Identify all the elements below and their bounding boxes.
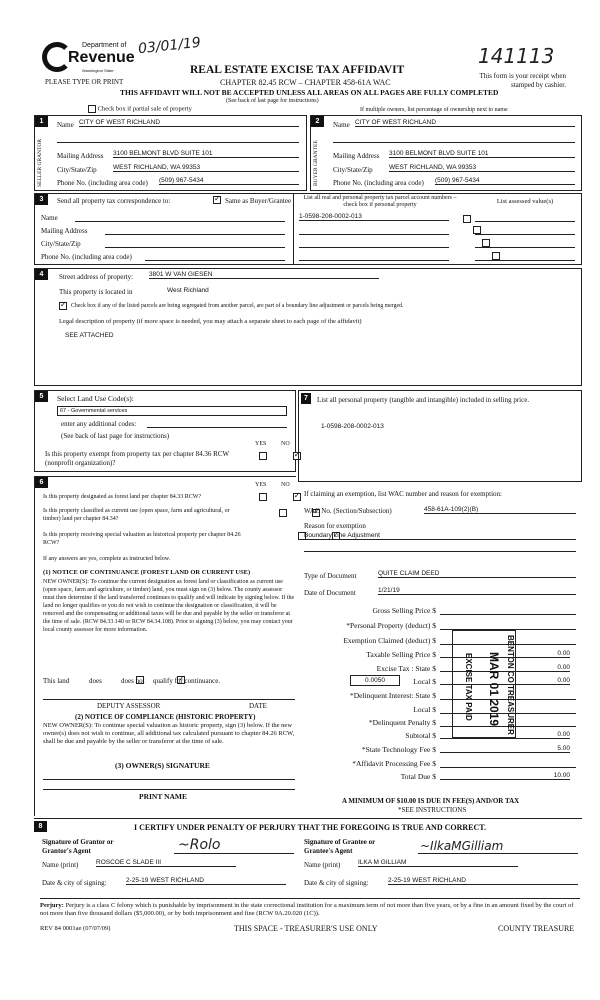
qualify-label: qualify for continuance. — [153, 677, 221, 685]
section-6-number: 6 — [35, 477, 48, 488]
s6-yes-header: YES — [255, 482, 267, 488]
grantee-date: 2-25-19 WEST RICHLAND — [388, 877, 578, 885]
handwritten-date: 03/01/19 — [137, 34, 202, 58]
excise-state-label: Excise Tax : State $ — [376, 664, 436, 673]
certify-statement: I CERTIFY UNDER PENALTY OF PERJURY THAT THE FOREGOING IS TRUE AND CORRECT. — [134, 823, 487, 832]
doc-type: QUITE CLAIM DEED — [378, 570, 576, 578]
street-label: Street address of property: — [59, 273, 134, 281]
grantor-name: ROSCOE C SLADE III — [96, 859, 236, 867]
buyer-name-label: Name — [333, 121, 350, 129]
stamp-line-2: MAR 01 2019 — [487, 651, 501, 727]
corr-mail-label: Mailing Address — [41, 227, 88, 235]
section-4-number: 4 — [35, 269, 48, 280]
seller-mail-label: Mailing Address — [57, 152, 104, 160]
seller-phone-label: Phone No. (including area code) — [57, 179, 148, 187]
grantee-signature-line — [418, 853, 578, 854]
seller-city-label: City/State/Zip — [57, 166, 97, 174]
section-3-number: 3 — [35, 194, 48, 205]
stamp-line-3: EXCISE TAX PAID — [464, 653, 473, 721]
buyer-phone: (509) 967-5434 — [435, 177, 575, 185]
print-name-label: PRINT NAME — [139, 792, 187, 801]
grantor-date: 2-25-19 WEST RICHLAND — [126, 877, 286, 885]
buyer-city-label: City/State/Zip — [333, 166, 373, 174]
grantee-name: ILKA M GILLIAM — [358, 859, 518, 867]
forest-yes-checkbox[interactable] — [259, 493, 267, 501]
reason-line-2 — [304, 551, 576, 552]
assessed-line-2 — [475, 234, 575, 235]
form-revision: REV 84 0001ae (07/07/09) — [40, 925, 111, 932]
deputy-line — [43, 699, 295, 700]
partial-sale-row — [88, 105, 192, 113]
exempt-question: Is this property exempt from property tax per chapter 84.36 RCW (nonprofit organization)? — [45, 450, 229, 467]
county-treasurer-label: COUNTY TREASURE — [498, 924, 575, 933]
buyer-name: CITY OF WEST RICHLAND — [355, 119, 575, 127]
see-instructions-note: *SEE INSTRUCTIONS — [398, 806, 467, 814]
parcel-divider — [293, 194, 294, 264]
delinquent-interest-label: *Delinquent Interest: State $ — [349, 691, 436, 700]
section-6-designation — [34, 476, 296, 816]
local-label: Local $ — [413, 677, 436, 686]
deputy-date-label: DATE — [249, 702, 267, 710]
form-title: REAL ESTATE EXCISE TAX AFFIDAVIT — [190, 64, 405, 76]
seller-phone: (509) 967-5434 — [159, 177, 299, 185]
buyer-phone-label: Phone No. (including area code) — [333, 179, 424, 187]
section-1-number: 1 — [35, 116, 48, 127]
owner-signature-label: (3) OWNER(S) SIGNATURE — [115, 761, 210, 770]
please-type: PLEASE TYPE OR PRINT — [45, 78, 124, 86]
section-8-certification — [34, 818, 582, 908]
buyer-name-line2 — [333, 142, 575, 143]
treasurer-stamp — [452, 630, 516, 738]
s5-no-header: NO — [281, 441, 290, 447]
stamp-line-1: BENTON CO TREASURER — [506, 635, 515, 735]
local-value: 0.00 — [440, 677, 570, 685]
s5-yes-header: YES — [255, 441, 267, 447]
exempt-yes-checkbox[interactable] — [259, 452, 267, 460]
s6-no-header: NO — [281, 482, 290, 488]
same-as-buyer-checkbox[interactable] — [213, 196, 221, 204]
subtotal-value: 0.00 — [440, 731, 570, 739]
parcel-1-personal-checkbox[interactable] — [463, 215, 471, 223]
section-5-number: 5 — [35, 391, 48, 402]
street-address: 3801 W VAN GIESEN — [149, 271, 379, 279]
this-land-label: This land — [43, 677, 70, 685]
affidavit-fee-label: *Affidavit Processing Fee $ — [352, 759, 436, 768]
parcel-line-2 — [299, 234, 449, 235]
partial-sale-checkbox[interactable] — [88, 105, 96, 113]
taxable-label: Taxable Selling Price $ — [366, 650, 436, 659]
seller-mail: 3100 BELMONT BLVD SUITE 101 — [113, 150, 299, 158]
affidavit-fee-line — [440, 767, 576, 768]
land-use-see-back: (See back of last page for instructions) — [61, 432, 170, 440]
section-4-property — [34, 268, 582, 386]
parcel-header: List all real and personal property tax parcel account numbers – check box if personal property — [303, 195, 457, 208]
does-not-label: does not — [121, 677, 145, 685]
assessed-line-4 — [475, 260, 575, 261]
current-use-question: Is this property classified as current use (open space, farm and agricultural, or timber) land per chapter 84.34? — [43, 508, 230, 522]
wac-label: WAC No. (Section/Subsection) — [304, 507, 392, 515]
reason-label: Reason for exemption — [304, 522, 366, 530]
doc-date-label: Date of Document — [304, 589, 356, 597]
doc-type-label: Type of Document — [304, 572, 357, 580]
total-label: Total Due $ — [400, 772, 436, 781]
section-7-personal-property — [298, 390, 582, 482]
notice-compliance-text: NEW OWNER(S): To continue special valuation as historic property, sign (3) below. If the new owner(s) does not wish to continue, all additional tax calculated pursuant to chapter 84.26 RCW, shall be due and payable by the seller or transferor at the time of sale. — [43, 722, 295, 745]
assessed-header: List assessed value(s) — [496, 198, 554, 205]
logo-dept-line2: Revenue — [68, 49, 135, 66]
corr-name-label: Name — [41, 214, 58, 222]
section-5-land-use — [34, 390, 296, 472]
reason: Boundary Line Adjustment — [304, 532, 576, 540]
grantee-signature: ~IlkaMGilliam — [420, 839, 504, 853]
corr-phone-line — [145, 260, 285, 261]
doc-date: 1/21/19 — [378, 587, 576, 595]
gross-label: Gross Selling Price $ — [372, 606, 436, 615]
land-use-label: Select Land Use Code(s): — [57, 394, 134, 403]
perjury-label: Perjury: — [40, 902, 64, 909]
buyer-mail: 3100 BELMONT BLVD SUITE 101 — [389, 150, 575, 158]
forest-question: Is this property designated as forest land per chapter 84.33 RCW? — [43, 494, 202, 500]
handwritten-number: 141113 — [478, 44, 555, 68]
grantor-signature-line — [174, 853, 294, 854]
grantee-signature-label: Signature of Grantee or Grantee's Agent — [304, 838, 376, 855]
section-8-number: 8 — [34, 821, 47, 832]
section-2-buyer — [310, 115, 582, 191]
treasurer-use-note: THIS SPACE - TREASURER'S USE ONLY — [234, 924, 378, 933]
seller-name-label: Name — [57, 121, 74, 129]
exemption-label: If claiming an exemption, list WAC number and reason for exemption: — [304, 490, 502, 498]
grantee-date-label: Date & city of signing: — [304, 879, 369, 887]
total-value: 10.00 — [440, 772, 570, 780]
multiple-owners-note: If multiple owners, list percentage of ownership next to name — [360, 107, 508, 113]
perjury-text: Perjury is a class C felony which is punishable by imprisonment in the state correctional institution for a maximum term of not more than five years, or by a fine in an amount fixed by the court of not more than five thousand dollars ($5,000.00), or by both imprisonment and fine (RCW 9A.20.020 (1C)). — [40, 902, 574, 917]
assessed-line-1 — [475, 221, 575, 222]
partial-sale-label: Check box if partial sale of property — [97, 105, 192, 113]
form-see-back: (See back of last page for instructions) — [226, 98, 319, 104]
personal-deduct-label: *Personal Property (deduct) $ — [346, 621, 436, 630]
buyer-city: WEST RICHLAND, WA 99353 — [389, 164, 575, 172]
taxable-value: 0.00 — [440, 650, 570, 658]
gross-line — [440, 614, 576, 615]
grantor-date-label: Date & city of signing: — [42, 879, 107, 887]
form-warning: THIS AFFIDAVIT WILL NOT BE ACCEPTED UNLESS ALL AREAS ON ALL PAGES ARE FULLY COMPLETED — [120, 88, 499, 97]
parcel-number-1: 1-0598-208-0002-013 — [299, 213, 449, 221]
tech-fee-value: 5.00 — [440, 745, 570, 753]
notice-continuance-text: NEW OWNER(S): To continue the current designation as forest land or classification as current use (open space, farm and agriculture, or timber) land, you must sign on (3) below. The county assessor must then determine if the land transferred continues to qualify and will indicate by signing below. If the land no longer qualifies or you do not wish to continue the designation or classification, it will be removed and the compensating or additional taxes will be due and payable by the seller or transferor at the time of sale. (RCW 84.33.140 or RCW 84.34.108). Prior to signing (3) below, you may contact your local county assessor for more information. — [43, 579, 295, 633]
same-as-buyer-label: Same as Buyer/Grantee — [225, 197, 292, 205]
dor-logo — [42, 40, 135, 76]
tech-fee-label: *State Technology Fee $ — [361, 745, 436, 754]
legal-description: SEE ATTACHED — [65, 332, 114, 339]
grantor-name-label: Name (print) — [42, 861, 79, 869]
section-2-side-label: BUYER GRANTEE — [313, 140, 319, 186]
send-to-label: Send all property tax correspondence to: — [57, 197, 171, 205]
notice-compliance-title: (2) NOTICE OF COMPLIANCE (HISTORIC PROPERTY) — [75, 713, 256, 721]
local-rate: 0.0050 — [350, 675, 400, 686]
does-label: does — [89, 677, 102, 685]
owner-signature-line-2 — [43, 789, 295, 790]
additional-codes-line — [147, 427, 287, 428]
section-7-number: 7 — [301, 393, 311, 404]
perjury-notice — [40, 898, 580, 918]
section-3-correspondence — [34, 193, 582, 265]
legal-label: Legal description of property (if more space is needed, you may attach a separate sheet to each page of the affidavit) — [59, 318, 362, 325]
assessed-line-3 — [475, 247, 575, 248]
section-2-number: 2 — [311, 116, 324, 127]
if-yes-note: If any answers are yes, complete as instructed below. — [43, 556, 171, 562]
seller-name: CITY OF WEST RICHLAND — [79, 119, 299, 127]
personal-property-label: List all personal property (tangible and intangible) included in selling price. — [317, 396, 530, 404]
grantee-name-label: Name (print) — [304, 861, 341, 869]
notice-continuance-title: (1) NOTICE OF CONTINUANCE (FOREST LAND OR CURRENT USE) — [43, 569, 251, 576]
parcel-line-3 — [299, 247, 449, 248]
wac-number: 458-61A-109(2)(B) — [424, 506, 576, 514]
segregated-label: Check box if any of the listed parcels are being segregated from another parcel, are part of a boundary line adjustment or parcels being merged. — [71, 303, 404, 309]
local2-label: Local $ — [413, 705, 436, 714]
corr-city-line — [105, 247, 285, 248]
located-in: West Richland — [167, 287, 209, 294]
corr-mail-line — [105, 234, 285, 235]
logo-dept-line1: Department of — [82, 42, 127, 49]
additional-codes-label: enter any additional codes: — [61, 420, 137, 428]
minimum-due-note: A MINIMUM OF $10.00 IS DUE IN FEE(S) AND/OR TAX — [342, 797, 520, 805]
buyer-mail-label: Mailing Address — [333, 152, 380, 160]
current-use-yes-checkbox[interactable] — [279, 509, 287, 517]
grantor-signature-label: Signature of Grantor or Grantor's Agent — [42, 838, 114, 855]
owner-signature-line-1 — [43, 779, 295, 780]
historic-question: Is this property receiving special valuation as historical property per chapter 84.26 RCW? — [43, 532, 241, 546]
land-use-code[interactable]: 67 - Governmental services — [57, 406, 287, 416]
form-chapter: CHAPTER 82.45 RCW – CHAPTER 458-61A WAC — [220, 78, 391, 87]
grantor-signature: ~Rolo — [178, 837, 221, 853]
receipt-note: This form is your receipt when stamped by cashier. — [479, 72, 566, 89]
section-1-seller — [34, 115, 307, 191]
corr-phone-label: Phone No. (including area code) — [41, 253, 132, 261]
excise-state-value: 0.00 — [440, 664, 570, 672]
exemption-deduct-label: Exemption Claimed (deduct) $ — [343, 636, 436, 645]
seller-name-line2 — [57, 142, 299, 143]
subtotal-label: Subtotal $ — [405, 731, 436, 740]
logo-dept-line3: Washington State — [82, 68, 114, 73]
segregated-checkbox[interactable] — [59, 302, 67, 310]
deputy-assessor-label: DEPUTY ASSESSOR — [97, 702, 161, 710]
seller-city: WEST RICHLAND, WA 99353 — [113, 164, 299, 172]
parcel-line-4 — [299, 260, 449, 261]
personal-property: 1-0598-208-0002-013 — [321, 423, 384, 430]
corr-city-label: City/State/Zip — [41, 240, 81, 248]
section-1-side-label: SELLER GRANTOR — [37, 138, 43, 188]
corr-name-line — [75, 221, 285, 222]
forest-no-checkbox[interactable] — [293, 493, 301, 501]
located-label: This property is located in — [59, 288, 133, 296]
delinquent-penalty-label: *Delinquent Penalty $ — [368, 718, 436, 727]
